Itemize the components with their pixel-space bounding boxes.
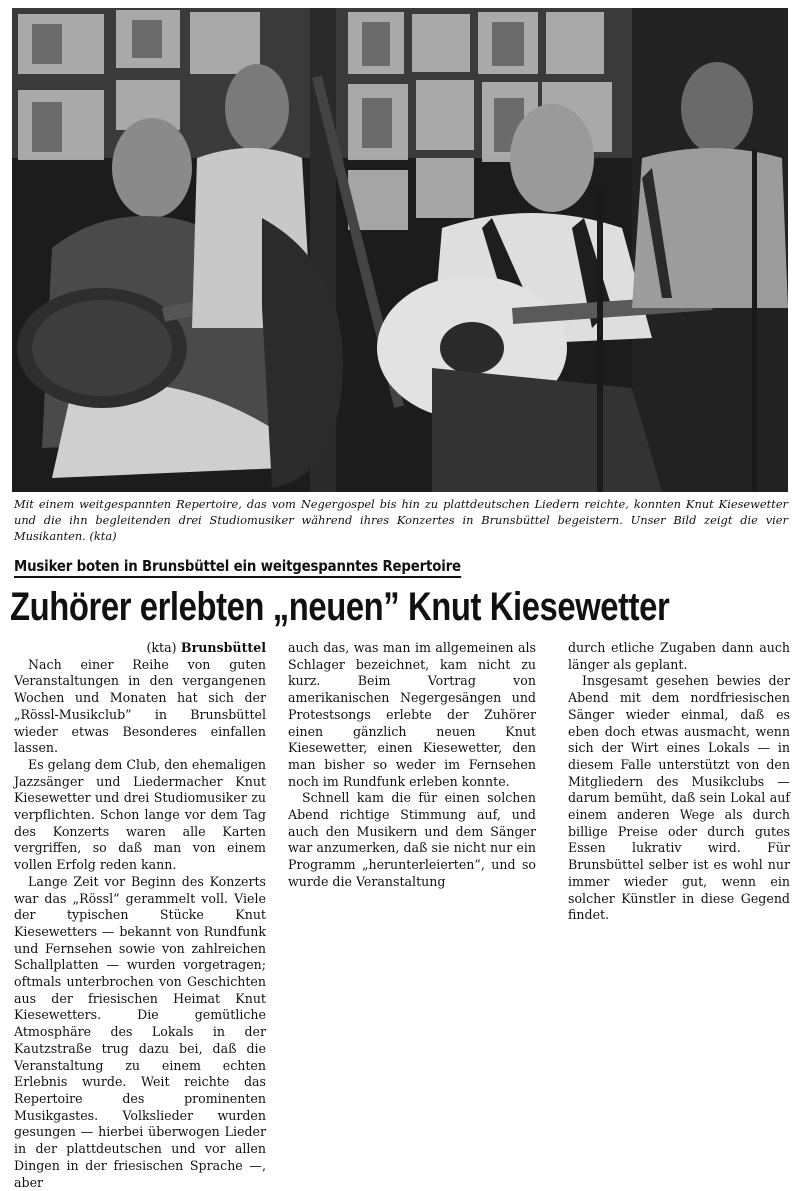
paragraph: auch das, was man im allgemeinen als Schlager bezeichnet, kam nicht zu kurz. Beim Vortrag von amerikanischen Negergesängen und Protestsongs erlebte der Zuhörer einen gänzlich neuen Knut Kiesewetter, einen Kiesewetter, den man bisher so weder im Fernsehen noch im Rundfunk erleben konnte. (288, 640, 536, 789)
byline-place: Brunsbüttel (180, 640, 266, 655)
article-column-3 (568, 640, 790, 924)
paragraph: Lange Zeit vor Beginn des Konzerts war das „Rössl” gerammelt voll. Viele der typischen Stücke Knut Kiesewetters — bekannt von Rundfunk und Fernsehen sowie von zahlreichen Schallplatten — wurden vorgetragen; oftmals unterbrochen von Geschichten aus der friesischen Heimat Knut Kiesewetters. Die gemütliche Atmosphäre des Lokals in der Kautzstraße trug dazu bei, daß die Veranstaltung zu einem echten Erlebnis wurde. Weit reichte das Repertoire des prominenten Musikgastes. Volkslieder wurden gesungen — hierbei überwogen Lieder in der plattdeutschen und vor allen Dingen in der friesischen Sprache —, aber (14, 873, 266, 1190)
paragraph: Insgesamt gesehen bewies der Abend mit dem nordfriesischen Sänger wieder einmal, daß es eben doch etwas ausmacht, wenn sich der Wirt eines Lokals — in diesem Falle unterstützt von den Mitgliedern des Musikclubs — darum bemüht, daß sein Lokal auf einem anderen Wege als durch billige Preise oder durch gutes Essen lukrativ wird. Für Brunsbüttel selber ist es wohl nur immer wieder gut, wenn ein solcher Künstler in diese Gegend findet. (568, 673, 790, 923)
byline (14, 640, 266, 657)
main-headline: Zuhörer erlebten „neuen” Knut Kiesewetter (10, 585, 670, 629)
paragraph: Schnell kam die für einen solchen Abend richtige Stimmung auf, und auch den Musikern und dem Sänger war anzumerken, daß sie nicht nur ein Programm „herunterleierten”, und so wurde die Veranstaltung (288, 790, 536, 889)
article-photo (12, 8, 788, 492)
paragraph: Nach einer Reihe von guten Veranstaltungen in den vergangenen Wochen und Monaten hat sich der „Rössl-Musikclub” in Brunsbüttel wieder etwas Besonderes einfallen lassen. (14, 656, 266, 756)
kicker-headline: Musiker boten in Brunsbüttel ein weitgespanntes Repertoire (14, 557, 461, 578)
article-column-2 (288, 640, 536, 891)
kicker-container (14, 556, 788, 578)
photo-caption: Mit einem weitgespannten Repertoire, das vom Negergospel bis hin zu plattdeutschen Liedern reichte, konnten Knut Kiesewetter und die ihn begleitenden drei Studiomusiker während ihres Konzertes in Brunsbüttel begeistern. Unser Bild zeigt die vier Musikanten. (kta) (14, 497, 788, 543)
article-column-1 (14, 640, 266, 1191)
paragraph: durch etliche Zugaben dann auch länger als geplant. (568, 640, 790, 672)
musicians-photo (12, 8, 788, 492)
paragraph: Es gelang dem Club, den ehemaligen Jazzsänger und Liedermacher Knut Kiesewetter und drei Studiomusiker zu verpflichten. Schon lange vor dem Tag des Konzerts waren alle Karten vergriffen, so daß man von einem vollen Erfolg reden kann. (14, 756, 266, 873)
byline-tag: (kta) (146, 640, 177, 655)
